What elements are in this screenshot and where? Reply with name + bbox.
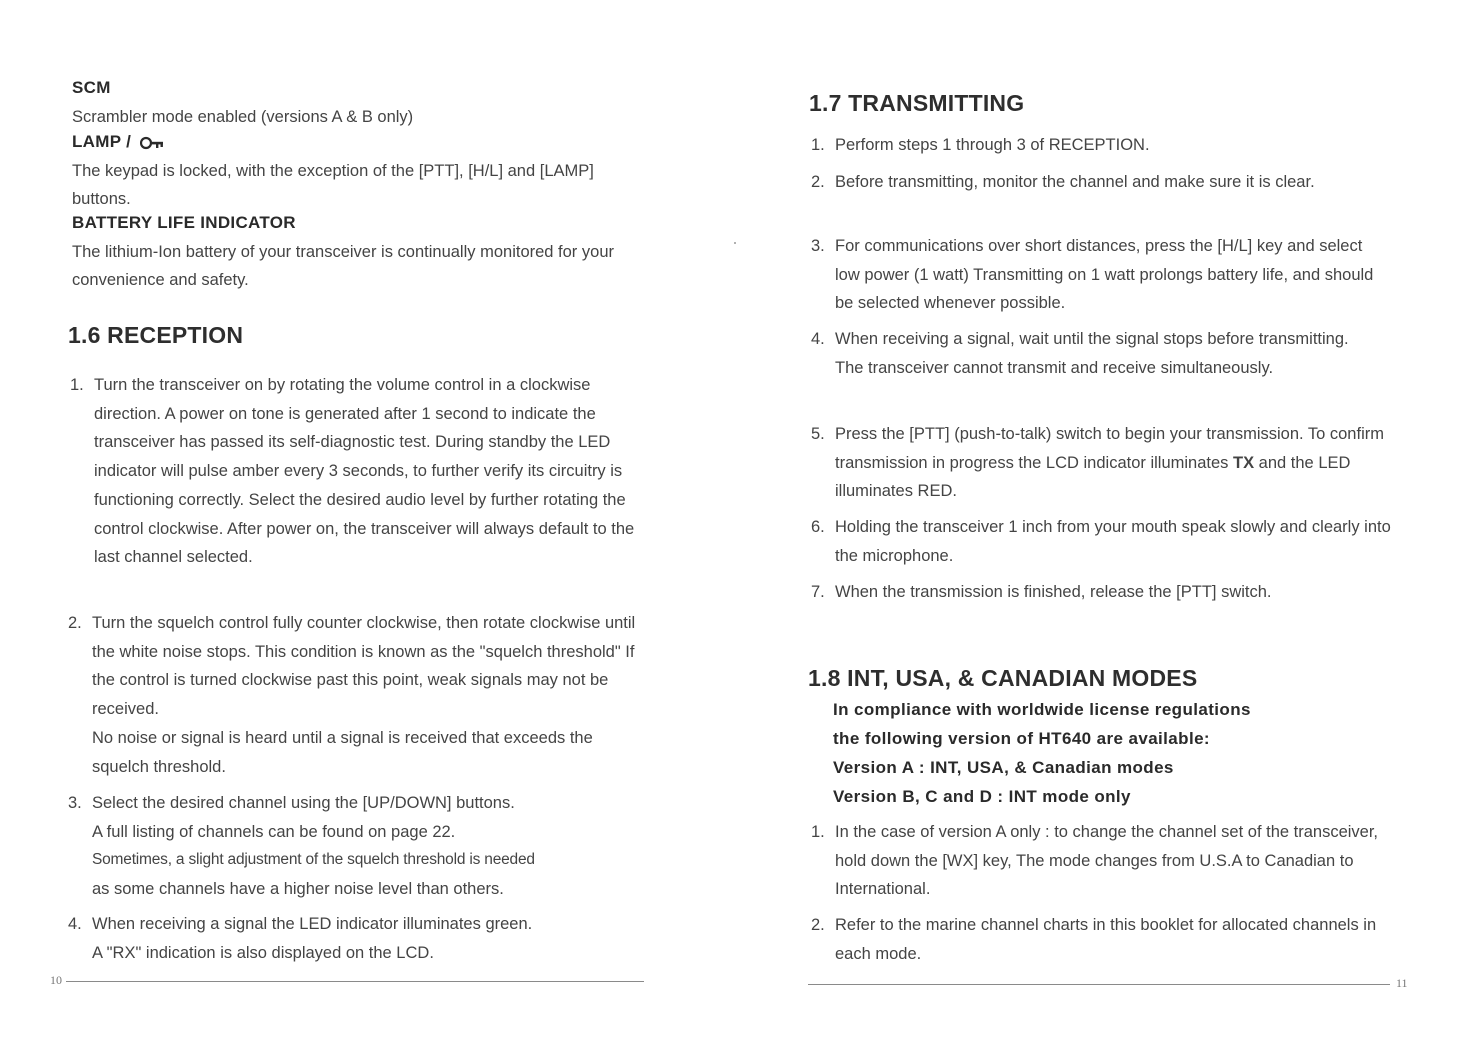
reception-item-2	[68, 609, 652, 781]
item-number: 3.	[811, 237, 825, 255]
item-text-continued: No noise or signal is heard until a signal is received that exceeds the squelch threshold.	[92, 728, 593, 776]
intro-line: In compliance with worldwide license regulations	[833, 700, 1251, 719]
item-text: When receiving a signal, wait until the signal stops before transmitting. The transceiver cannot transmit and receive simultaneously.	[835, 330, 1349, 377]
item-number: 4.	[811, 330, 825, 348]
item-number: 2.	[811, 916, 825, 934]
footer-rule	[66, 981, 644, 982]
modes-intro	[833, 695, 1413, 811]
item-text-line4: as some channels have a higher noise level than others.	[92, 880, 504, 899]
item-number: 3.	[68, 794, 82, 812]
item-number: 2.	[811, 173, 825, 191]
item-number: 1.	[70, 376, 84, 394]
item-text	[811, 420, 1401, 506]
lamp-label-text: LAMP /	[72, 132, 137, 151]
item-text-after: and the LED illuminates RED.	[835, 453, 1351, 501]
tx-indicator: TX	[1233, 453, 1255, 472]
item-text: In the case of version A only : to change the channel set of the transceiver, hold down the [WX] key, The mode changes from U.S.A to Canadian to International.	[835, 823, 1379, 899]
transmitting-item-2	[811, 168, 1371, 197]
intro-line: Version B, C and D : INT mode only	[833, 787, 1131, 806]
lamp-text: The keypad is locked, with the exception of the [PTT], [H/L] and [LAMP] buttons.	[72, 162, 594, 208]
transmitting-item-6	[811, 513, 1391, 570]
item-number: 1.	[811, 136, 825, 154]
battery-text: The lithium-Ion battery of your transceiver is continually monitored for your convenience and safety.	[72, 243, 614, 289]
modes-item-1	[811, 818, 1411, 904]
item-number: 1.	[811, 823, 825, 841]
item-text: Holding the transceiver 1 inch from your mouth speak slowly and clearly into the microphone.	[835, 518, 1391, 565]
item-number: 5.	[811, 425, 825, 443]
item-text: Select the desired channel using the [UP/DOWN] buttons.	[92, 794, 515, 812]
modes-heading: 1.8 INT, USA, & CANADIAN MODES	[808, 665, 1198, 691]
item-text-line3: Sometimes, a slight adjustment of the squelch threshold is needed	[92, 851, 535, 869]
item-text-line2: A "RX" indication is also displayed on the LCD.	[92, 943, 434, 962]
item-text: Turn the transceiver on by rotating the volume control in a clockwise direction. A power on tone is generated after 1 second to indicate the transceiver has passed its self-diagnostic test. During standby the LED indicator will pulse amber every 3 seconds, to further verify its circuitry is functioning correctly. Select the desired audio level by further rotating the control clockwise. After power on, the transceiver will always default to the last channel selected.	[94, 376, 635, 567]
footer-rule	[808, 984, 1390, 985]
modes-item-2	[811, 911, 1401, 968]
key-icon	[140, 136, 164, 150]
lamp-label	[72, 132, 164, 152]
reception-item-4	[68, 910, 652, 967]
item-text-line2: A full listing of channels can be found on page 22.	[92, 822, 456, 841]
right-page	[731, 0, 1463, 1043]
page-number: 10	[50, 973, 62, 987]
item-text: Perform steps 1 through 3 of RECEPTION.	[835, 136, 1150, 154]
left-page	[0, 0, 731, 1043]
item-number: 2.	[68, 614, 82, 632]
reception-heading: 1.6 RECEPTION	[68, 322, 244, 348]
item-text-before: Press the [PTT] (push-to-talk) switch to begin your transmission. To confirm transmission in progress the LCD indicator illuminates	[835, 425, 1384, 472]
battery-label: BATTERY LIFE INDICATOR	[72, 213, 296, 232]
reception-item-1	[70, 371, 650, 572]
transmitting-item-5	[811, 420, 1401, 506]
scm-label: SCM	[72, 78, 111, 97]
item-text: When receiving a signal the LED indicator illuminates green.	[92, 915, 533, 933]
item-number: 4.	[68, 915, 82, 933]
item-text: Refer to the marine channel charts in this booklet for allocated channels in each mode.	[835, 916, 1377, 963]
intro-line: Version A : INT, USA, & Canadian modes	[833, 758, 1174, 777]
item-text: When the transmission is finished, release the [PTT] switch.	[835, 583, 1272, 601]
item-text: For communications over short distances, press the [H/L] key and select low power (1 watt) Transmitting on 1 watt prolongs battery life, and should be selected whenever possible.	[835, 237, 1374, 313]
transmitting-item-1	[811, 131, 1411, 160]
item-number: 6.	[811, 518, 825, 536]
intro-line: the following version of HT640 are available:	[833, 729, 1210, 748]
reception-item-3	[68, 789, 652, 904]
scm-text: Scrambler mode enabled (versions A & B only)	[72, 108, 414, 126]
transmitting-item-4	[811, 325, 1371, 382]
item-text: Turn the squelch control fully counter clockwise, then rotate clockwise until the white noise stops. This condition is known as the "squelch threshold" If the control is turned clockwise past this point, weak signals may not be received.	[92, 614, 636, 719]
item-number: 7.	[811, 583, 825, 601]
item-text: Before transmitting, monitor the channel and make sure it is clear.	[835, 173, 1315, 191]
transmitting-item-7	[811, 578, 1411, 607]
transmitting-heading: 1.7 TRANSMITTING	[809, 90, 1025, 116]
page-number: 11	[1396, 976, 1408, 990]
transmitting-item-3	[811, 232, 1391, 318]
